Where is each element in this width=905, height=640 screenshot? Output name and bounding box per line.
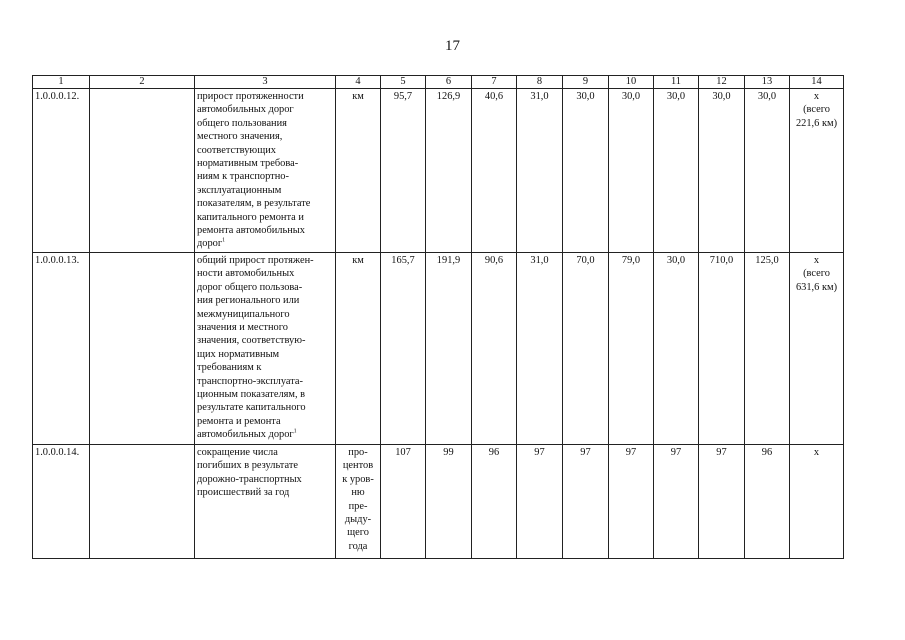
value-cell: 79,0	[609, 252, 654, 444]
empty-cell	[90, 89, 195, 253]
column-header: 5	[381, 76, 426, 89]
indicator-name-cell	[195, 89, 336, 253]
column-header: 14	[790, 76, 844, 89]
value-cell: 30,0	[654, 89, 699, 253]
total-line: (всего	[803, 268, 830, 280]
column-header: 4	[336, 76, 381, 89]
value-cell: 40,6	[472, 89, 517, 253]
value-cell: 97	[609, 444, 654, 558]
indicators-table	[32, 75, 844, 559]
indicator-name-line: ния регионального или	[197, 295, 300, 307]
value-cell: 97	[699, 444, 745, 558]
indicator-name-line: значения и местного	[197, 321, 288, 333]
indicator-name-line: нормативным требова-	[197, 158, 299, 170]
indicator-name-line: значения, соответствую-	[197, 335, 306, 347]
indicator-name-line: общий прирост протяжен-	[197, 254, 314, 266]
total-line: х	[813, 254, 820, 266]
value-cell: 30,0	[699, 89, 745, 253]
indicator-name-line	[197, 237, 333, 250]
unit-cell	[336, 444, 381, 558]
column-header: 13	[745, 76, 790, 89]
value-cell: 165,7	[381, 252, 426, 444]
total-line: (всего	[803, 104, 830, 116]
value-cell: 96	[745, 444, 790, 558]
table-row	[33, 89, 844, 253]
unit-line: ню	[351, 487, 365, 499]
table-body	[33, 89, 844, 559]
total-line: х	[813, 446, 820, 458]
value-cell: 191,9	[426, 252, 472, 444]
column-header: 7	[472, 76, 517, 89]
indicator-name-line: происшествий за год	[197, 487, 290, 499]
indicator-name-line: эксплуатационным	[197, 184, 282, 196]
indicator-name-line: ремонта и ремонта	[197, 415, 281, 427]
column-header: 2	[90, 76, 195, 89]
unit-line: щего	[347, 527, 369, 539]
empty-cell	[90, 444, 195, 558]
value-cell: 97	[517, 444, 563, 558]
indicator-name-line: местного значения,	[197, 131, 283, 143]
indicator-name-line: погибших в результате	[197, 460, 298, 472]
row-code-cell: 1.0.0.0.14.	[33, 444, 90, 558]
indicator-name-line	[197, 428, 333, 441]
unit-line: центов	[342, 460, 374, 472]
indicator-name-line: прирост протяженности	[197, 91, 304, 102]
value-cell: 90,6	[472, 252, 517, 444]
value-cell: 99	[426, 444, 472, 558]
unit-line: дыду-	[344, 513, 372, 525]
indicator-name-line: ниям к транспортно-	[197, 171, 289, 183]
indicator-name-line: соответствующих	[197, 144, 276, 156]
value-cell: 710,0	[699, 252, 745, 444]
indicator-name-cell	[195, 252, 336, 444]
unit-line: к уров-	[342, 473, 374, 485]
table-row	[33, 252, 844, 444]
column-header: 10	[609, 76, 654, 89]
column-header: 3	[195, 76, 336, 89]
indicator-name-line: показателям, в результате	[197, 198, 311, 210]
indicator-name-line: общего пользования	[197, 117, 287, 129]
unit-line: про-	[348, 446, 368, 458]
indicator-name-line: ности автомобильных	[197, 268, 295, 280]
unit-line: пре-	[348, 500, 368, 512]
value-cell: 30,0	[654, 252, 699, 444]
column-header: 8	[517, 76, 563, 89]
indicator-name-line: щих нормативным	[197, 348, 280, 360]
value-cell: 30,0	[609, 89, 654, 253]
column-number-row	[33, 76, 844, 89]
indicator-name-text: автомобильных дорог	[197, 429, 294, 441]
indicator-name-line: капитального ремонта и	[197, 211, 304, 223]
indicator-name-line: межмуниципального	[197, 308, 290, 320]
indicator-name-cell	[195, 444, 336, 558]
column-header: 1	[33, 76, 90, 89]
value-cell: 125,0	[745, 252, 790, 444]
unit-cell	[336, 252, 381, 444]
row-code-cell: 1.0.0.0.12.	[33, 89, 90, 253]
value-cell: 107	[381, 444, 426, 558]
indicator-name-text: дорог	[197, 238, 223, 250]
indicator-name-line: требованиям к	[197, 362, 262, 374]
value-cell: 95,7	[381, 89, 426, 253]
total-cell	[790, 252, 844, 444]
value-cell: 70,0	[563, 252, 609, 444]
row-code-cell: 1.0.0.0.13.	[33, 252, 90, 444]
indicator-name-line: дорожно-транспортных	[197, 473, 302, 485]
table-row	[33, 444, 844, 558]
value-cell: 31,0	[517, 252, 563, 444]
total-line: 221,6 км)	[795, 117, 838, 129]
indicator-name-line: сокращение числа	[197, 446, 278, 458]
indicator-name-line: дорог общего пользова-	[197, 281, 303, 293]
value-cell: 30,0	[745, 89, 790, 253]
value-cell: 31,0	[517, 89, 563, 253]
footnote-marker: 1	[293, 428, 297, 435]
footnote-marker: 1	[222, 238, 226, 244]
column-header: 9	[563, 76, 609, 89]
unit-line: года	[348, 540, 368, 552]
total-line: х	[813, 91, 820, 102]
column-header: 11	[654, 76, 699, 89]
empty-cell	[90, 252, 195, 444]
indicator-name-line: ционным показателям, в	[197, 388, 306, 400]
indicator-name-line: ремонта автомобильных	[197, 225, 305, 237]
value-cell: 97	[563, 444, 609, 558]
unit-line: км	[352, 254, 364, 266]
unit-line: км	[352, 91, 364, 102]
unit-cell	[336, 89, 381, 253]
value-cell: 96	[472, 444, 517, 558]
column-header: 6	[426, 76, 472, 89]
total-cell	[790, 89, 844, 253]
indicator-name-line: автомобильных дорог	[197, 104, 294, 116]
indicator-name-line: результате капитального	[197, 402, 306, 414]
page-number: 17	[445, 38, 460, 54]
indicator-name-line: транспортно-эксплуата-	[197, 375, 303, 387]
value-cell: 30,0	[563, 89, 609, 253]
total-line: 631,6 км)	[795, 281, 838, 293]
value-cell: 97	[654, 444, 699, 558]
value-cell: 126,9	[426, 89, 472, 253]
column-header: 12	[699, 76, 745, 89]
total-cell	[790, 444, 844, 558]
